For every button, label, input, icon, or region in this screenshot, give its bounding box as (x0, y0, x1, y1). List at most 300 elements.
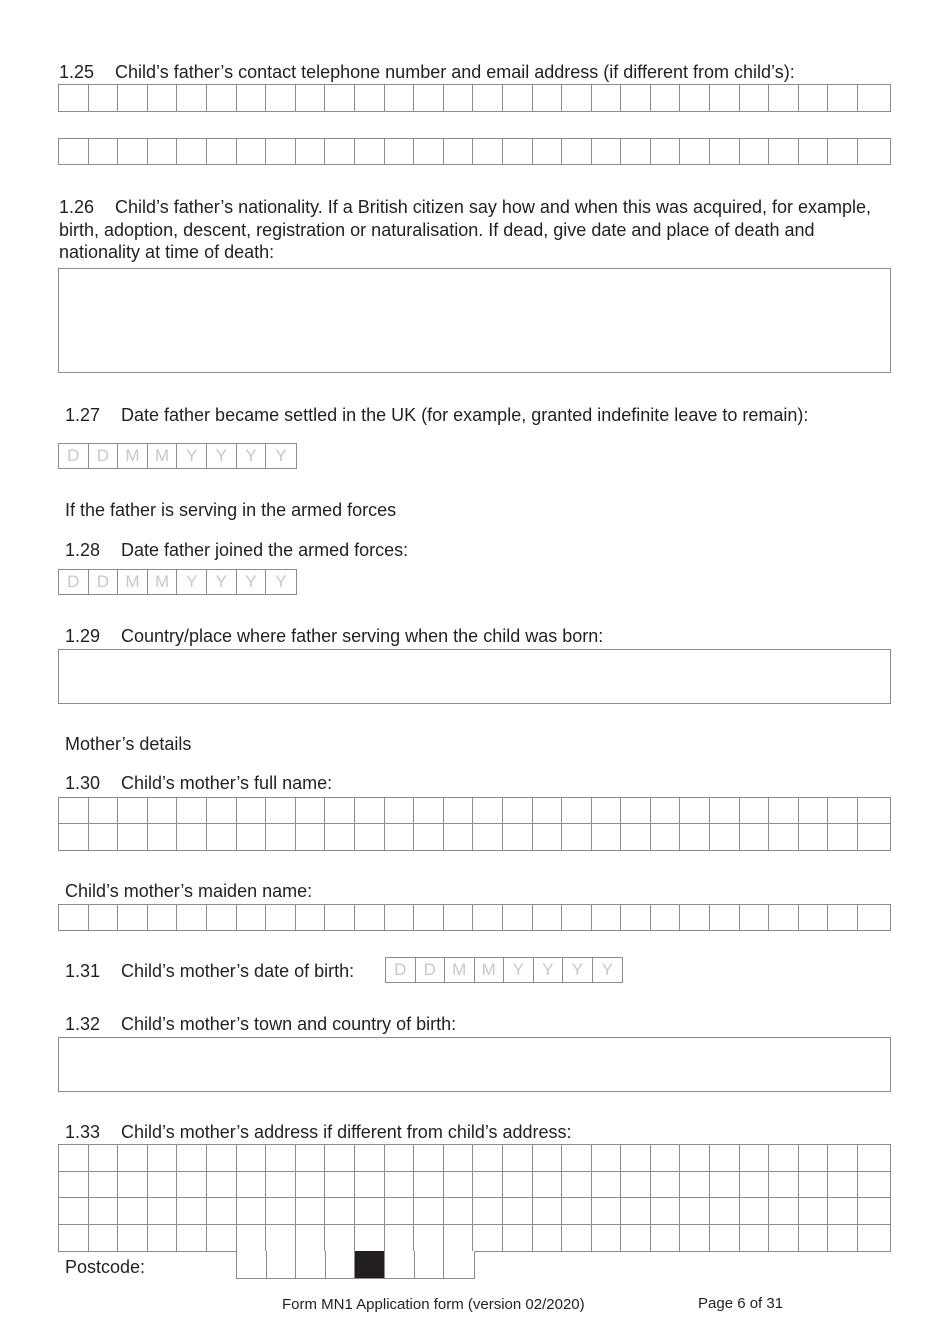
char-cell[interactable] (148, 1145, 178, 1171)
char-cell[interactable] (355, 905, 385, 930)
char-cell[interactable] (414, 824, 444, 850)
char-cell[interactable] (414, 1172, 444, 1197)
char-cell[interactable] (562, 139, 592, 164)
char-cell[interactable] (414, 798, 444, 823)
char-cell[interactable] (325, 1225, 355, 1251)
char-cell[interactable] (148, 139, 178, 164)
char-cell[interactable] (414, 905, 444, 930)
char-cell[interactable] (473, 1145, 503, 1171)
date-cell[interactable]: D (89, 444, 119, 468)
char-cell[interactable] (444, 85, 474, 111)
char-cell[interactable] (355, 1145, 385, 1171)
date-cell[interactable]: M (118, 570, 148, 594)
char-cell[interactable] (444, 139, 474, 164)
char-cell[interactable] (355, 824, 385, 850)
char-cell[interactable] (473, 1225, 503, 1251)
postcode-cell[interactable] (326, 1251, 356, 1278)
char-cell[interactable] (680, 139, 710, 164)
char-cell[interactable] (710, 824, 740, 850)
char-cell[interactable] (59, 905, 89, 930)
char-cell[interactable] (710, 798, 740, 823)
date-cell[interactable]: Y (237, 570, 267, 594)
char-cell[interactable] (118, 85, 148, 111)
char-cell[interactable] (769, 1225, 799, 1251)
char-cell[interactable] (414, 139, 444, 164)
char-cell[interactable] (592, 798, 622, 823)
date-cell[interactable]: Y (237, 444, 267, 468)
char-cell[interactable] (118, 824, 148, 850)
char-cell[interactable] (740, 1225, 770, 1251)
char-cell[interactable] (592, 905, 622, 930)
postcode-input[interactable] (236, 1251, 475, 1279)
char-cell[interactable] (503, 139, 533, 164)
char-cell[interactable] (503, 1198, 533, 1224)
father-joined-forces-date-input[interactable] (58, 569, 297, 595)
char-cell[interactable] (118, 1172, 148, 1197)
mother-birthplace-input[interactable] (58, 1037, 891, 1092)
char-cell[interactable] (651, 1198, 681, 1224)
char-cell[interactable] (621, 139, 651, 164)
char-cell[interactable] (237, 1225, 267, 1251)
char-cell[interactable] (533, 824, 563, 850)
father-serving-country-input[interactable] (58, 649, 891, 704)
char-cell[interactable] (473, 824, 503, 850)
char-cell[interactable] (296, 1145, 326, 1171)
date-cell[interactable]: Y (266, 444, 296, 468)
char-cell[interactable] (325, 824, 355, 850)
char-cell[interactable] (858, 905, 888, 930)
char-cell[interactable] (266, 1225, 296, 1251)
mother-full-name-input-line-1[interactable] (58, 797, 891, 824)
char-cell[interactable] (385, 1198, 415, 1224)
char-cell[interactable] (148, 1172, 178, 1197)
char-cell[interactable] (177, 85, 207, 111)
char-cell[interactable] (680, 1145, 710, 1171)
mother-address-input-line-1[interactable] (58, 1144, 891, 1172)
char-cell[interactable] (296, 905, 326, 930)
char-cell[interactable] (621, 1198, 651, 1224)
char-cell[interactable] (296, 1198, 326, 1224)
char-cell[interactable] (118, 1225, 148, 1251)
char-cell[interactable] (710, 1225, 740, 1251)
char-cell[interactable] (799, 905, 829, 930)
char-cell[interactable] (680, 798, 710, 823)
char-cell[interactable] (266, 798, 296, 823)
char-cell[interactable] (207, 1198, 237, 1224)
char-cell[interactable] (414, 85, 444, 111)
char-cell[interactable] (858, 85, 888, 111)
char-cell[interactable] (828, 85, 858, 111)
question-1-30-label (65, 772, 332, 794)
mother-address-input-line-4[interactable] (58, 1224, 891, 1252)
char-cell[interactable] (177, 139, 207, 164)
postcode-cell[interactable] (444, 1251, 474, 1278)
char-cell[interactable] (89, 1198, 119, 1224)
char-cell[interactable] (59, 1225, 89, 1251)
char-cell[interactable] (592, 824, 622, 850)
char-cell[interactable] (651, 1225, 681, 1251)
char-cell[interactable] (89, 139, 119, 164)
char-cell[interactable] (325, 1172, 355, 1197)
date-cell[interactable]: D (89, 570, 119, 594)
mother-full-name-input-line-2[interactable] (58, 823, 891, 851)
char-cell[interactable] (177, 1198, 207, 1224)
char-cell[interactable] (473, 798, 503, 823)
date-cell[interactable]: Y (534, 958, 564, 982)
char-cell[interactable] (533, 85, 563, 111)
char-cell[interactable] (296, 85, 326, 111)
char-cell[interactable] (266, 824, 296, 850)
char-cell[interactable] (89, 798, 119, 823)
char-cell[interactable] (385, 1172, 415, 1197)
char-cell[interactable] (740, 85, 770, 111)
char-cell[interactable] (207, 139, 237, 164)
char-cell[interactable] (710, 905, 740, 930)
date-cell[interactable]: D (416, 958, 446, 982)
char-cell[interactable] (621, 1225, 651, 1251)
char-cell[interactable] (473, 139, 503, 164)
char-cell[interactable] (325, 1145, 355, 1171)
date-cell[interactable]: D (59, 444, 89, 468)
date-cell[interactable]: Y (207, 570, 237, 594)
char-cell[interactable] (503, 1172, 533, 1197)
char-cell[interactable] (266, 1198, 296, 1224)
char-cell[interactable] (444, 798, 474, 823)
char-cell[interactable] (266, 1145, 296, 1171)
char-cell[interactable] (740, 139, 770, 164)
char-cell[interactable] (118, 798, 148, 823)
char-cell[interactable] (177, 905, 207, 930)
father-settled-date-input[interactable] (58, 443, 297, 469)
char-cell[interactable] (473, 85, 503, 111)
char-cell[interactable] (799, 824, 829, 850)
date-cell[interactable]: Y (563, 958, 593, 982)
char-cell[interactable] (651, 139, 681, 164)
char-cell[interactable] (266, 1172, 296, 1197)
char-cell[interactable] (858, 1172, 888, 1197)
char-cell[interactable] (710, 1145, 740, 1171)
char-cell[interactable] (592, 139, 622, 164)
char-cell[interactable] (296, 139, 326, 164)
char-cell[interactable] (828, 1145, 858, 1171)
char-cell[interactable] (533, 1145, 563, 1171)
char-cell[interactable] (59, 824, 89, 850)
char-cell[interactable] (651, 905, 681, 930)
char-cell[interactable] (237, 798, 267, 823)
char-cell[interactable] (177, 798, 207, 823)
char-cell[interactable] (740, 824, 770, 850)
date-cell[interactable]: M (475, 958, 505, 982)
char-cell[interactable] (355, 1225, 385, 1251)
char-cell[interactable] (237, 1145, 267, 1171)
char-cell[interactable] (769, 85, 799, 111)
char-cell[interactable] (828, 1172, 858, 1197)
char-cell[interactable] (266, 905, 296, 930)
char-cell[interactable] (89, 1145, 119, 1171)
char-cell[interactable] (828, 798, 858, 823)
date-cell[interactable]: D (386, 958, 416, 982)
char-cell[interactable] (562, 824, 592, 850)
char-cell[interactable] (680, 824, 710, 850)
char-cell[interactable] (207, 1145, 237, 1171)
date-cell[interactable]: Y (177, 570, 207, 594)
char-cell[interactable] (148, 905, 178, 930)
char-cell[interactable] (533, 1198, 563, 1224)
char-cell[interactable] (740, 1145, 770, 1171)
char-cell[interactable] (89, 1225, 119, 1251)
char-cell[interactable] (680, 1198, 710, 1224)
char-cell[interactable] (444, 1145, 474, 1171)
postcode-cell[interactable] (415, 1251, 445, 1278)
char-cell[interactable] (592, 1145, 622, 1171)
char-cell[interactable] (59, 139, 89, 164)
char-cell[interactable] (118, 1198, 148, 1224)
char-cell[interactable] (858, 798, 888, 823)
char-cell[interactable] (858, 139, 888, 164)
char-cell[interactable] (237, 824, 267, 850)
char-cell[interactable] (858, 1198, 888, 1224)
char-cell[interactable] (325, 85, 355, 111)
char-cell[interactable] (355, 139, 385, 164)
char-cell[interactable] (799, 1198, 829, 1224)
char-cell[interactable] (828, 1225, 858, 1251)
char-cell[interactable] (59, 1172, 89, 1197)
char-cell[interactable] (237, 1172, 267, 1197)
date-cell[interactable]: M (445, 958, 475, 982)
char-cell[interactable] (385, 824, 415, 850)
char-cell[interactable] (148, 1225, 178, 1251)
char-cell[interactable] (710, 1172, 740, 1197)
char-cell[interactable] (562, 1145, 592, 1171)
char-cell[interactable] (503, 1145, 533, 1171)
char-cell[interactable] (533, 1172, 563, 1197)
date-cell[interactable]: Y (207, 444, 237, 468)
char-cell[interactable] (503, 824, 533, 850)
char-cell[interactable] (680, 1172, 710, 1197)
char-cell[interactable] (651, 1145, 681, 1171)
mother-address-input-line-2[interactable] (58, 1171, 891, 1198)
char-cell[interactable] (207, 1172, 237, 1197)
mother-maiden-name-input[interactable] (58, 904, 891, 931)
char-cell[interactable] (207, 1225, 237, 1251)
char-cell[interactable] (562, 1225, 592, 1251)
char-cell[interactable] (740, 1198, 770, 1224)
char-cell[interactable] (562, 905, 592, 930)
char-cell[interactable] (799, 1145, 829, 1171)
char-cell[interactable] (444, 1225, 474, 1251)
char-cell[interactable] (621, 85, 651, 111)
char-cell[interactable] (177, 1172, 207, 1197)
char-cell[interactable] (148, 824, 178, 850)
char-cell[interactable] (562, 798, 592, 823)
char-cell[interactable] (148, 1198, 178, 1224)
char-cell[interactable] (799, 1172, 829, 1197)
char-cell[interactable] (740, 798, 770, 823)
char-cell[interactable] (385, 1225, 415, 1251)
char-cell[interactable] (533, 905, 563, 930)
char-cell[interactable] (444, 1172, 474, 1197)
char-cell[interactable] (89, 85, 119, 111)
postcode-cell[interactable] (267, 1251, 297, 1278)
char-cell[interactable] (296, 1172, 326, 1197)
char-cell[interactable] (473, 1172, 503, 1197)
char-cell[interactable] (59, 1145, 89, 1171)
char-cell[interactable] (858, 1225, 888, 1251)
date-cell[interactable]: M (148, 444, 178, 468)
char-cell[interactable] (592, 1225, 622, 1251)
char-cell[interactable] (828, 1198, 858, 1224)
char-cell[interactable] (562, 1198, 592, 1224)
char-cell[interactable] (385, 1145, 415, 1171)
char-cell[interactable] (740, 1172, 770, 1197)
char-cell[interactable] (59, 798, 89, 823)
char-cell[interactable] (680, 85, 710, 111)
date-cell[interactable]: Y (177, 444, 207, 468)
char-cell[interactable] (858, 824, 888, 850)
postcode-cell[interactable] (385, 1251, 415, 1278)
date-cell[interactable]: Y (266, 570, 296, 594)
char-cell[interactable] (59, 1198, 89, 1224)
char-cell[interactable] (533, 1225, 563, 1251)
postcode-cell[interactable] (296, 1251, 326, 1278)
char-cell[interactable] (325, 798, 355, 823)
char-cell[interactable] (710, 1198, 740, 1224)
char-cell[interactable] (325, 1198, 355, 1224)
char-cell[interactable] (385, 139, 415, 164)
char-cell[interactable] (118, 139, 148, 164)
char-cell[interactable] (414, 1225, 444, 1251)
char-cell[interactable] (503, 1225, 533, 1251)
char-cell[interactable] (503, 905, 533, 930)
char-cell[interactable] (562, 85, 592, 111)
char-cell[interactable] (680, 1225, 710, 1251)
char-cell[interactable] (592, 85, 622, 111)
date-cell[interactable]: M (118, 444, 148, 468)
mother-dob-input[interactable] (385, 957, 623, 983)
char-cell[interactable] (769, 139, 799, 164)
char-cell[interactable] (621, 905, 651, 930)
char-cell[interactable] (325, 139, 355, 164)
char-cell[interactable] (769, 1172, 799, 1197)
char-cell[interactable] (621, 1145, 651, 1171)
char-cell[interactable] (325, 905, 355, 930)
char-cell[interactable] (177, 1225, 207, 1251)
char-cell[interactable] (296, 824, 326, 850)
char-cell[interactable] (237, 1198, 267, 1224)
father-email-input[interactable] (58, 138, 891, 165)
postcode-cell[interactable] (237, 1251, 267, 1278)
char-cell[interactable] (89, 905, 119, 930)
char-cell[interactable] (177, 824, 207, 850)
char-cell[interactable] (207, 798, 237, 823)
char-cell[interactable] (148, 798, 178, 823)
char-cell[interactable] (503, 85, 533, 111)
mother-address-input-line-3[interactable] (58, 1197, 891, 1225)
char-cell[interactable] (414, 1198, 444, 1224)
char-cell[interactable] (444, 1198, 474, 1224)
char-cell[interactable] (385, 905, 415, 930)
char-cell[interactable] (799, 798, 829, 823)
char-cell[interactable] (799, 1225, 829, 1251)
char-cell[interactable] (444, 824, 474, 850)
father-phone-input[interactable] (58, 84, 891, 112)
char-cell[interactable] (769, 798, 799, 823)
char-cell[interactable] (799, 139, 829, 164)
char-cell[interactable] (237, 85, 267, 111)
char-cell[interactable] (651, 1172, 681, 1197)
char-cell[interactable] (355, 85, 385, 111)
char-cell[interactable] (207, 85, 237, 111)
char-cell[interactable] (710, 139, 740, 164)
char-cell[interactable] (473, 905, 503, 930)
char-cell[interactable] (207, 905, 237, 930)
char-cell[interactable] (769, 824, 799, 850)
date-cell[interactable]: Y (504, 958, 534, 982)
char-cell[interactable] (828, 824, 858, 850)
date-cell[interactable]: M (148, 570, 178, 594)
char-cell[interactable] (651, 85, 681, 111)
char-cell[interactable] (651, 824, 681, 850)
char-cell[interactable] (237, 905, 267, 930)
char-cell[interactable] (148, 85, 178, 111)
char-cell[interactable] (414, 1145, 444, 1171)
char-cell[interactable] (621, 798, 651, 823)
char-cell[interactable] (89, 824, 119, 850)
char-cell[interactable] (266, 85, 296, 111)
char-cell[interactable] (858, 1145, 888, 1171)
char-cell[interactable] (710, 85, 740, 111)
char-cell[interactable] (562, 1172, 592, 1197)
char-cell[interactable] (621, 1172, 651, 1197)
char-cell[interactable] (769, 1198, 799, 1224)
char-cell[interactable] (651, 798, 681, 823)
char-cell[interactable] (355, 1198, 385, 1224)
char-cell[interactable] (237, 139, 267, 164)
char-cell[interactable] (828, 905, 858, 930)
char-cell[interactable] (680, 905, 710, 930)
char-cell[interactable] (533, 139, 563, 164)
char-cell[interactable] (296, 798, 326, 823)
char-cell[interactable] (769, 1145, 799, 1171)
char-cell[interactable] (621, 824, 651, 850)
char-cell[interactable] (385, 85, 415, 111)
char-cell[interactable] (118, 1145, 148, 1171)
char-cell[interactable] (473, 1198, 503, 1224)
char-cell[interactable] (89, 1172, 119, 1197)
char-cell[interactable] (385, 798, 415, 823)
father-nationality-textarea[interactable] (58, 268, 891, 373)
char-cell[interactable] (828, 139, 858, 164)
char-cell[interactable] (503, 798, 533, 823)
char-cell[interactable] (592, 1172, 622, 1197)
char-cell[interactable] (59, 85, 89, 111)
date-cell[interactable]: D (59, 570, 89, 594)
char-cell[interactable] (355, 798, 385, 823)
char-cell[interactable] (769, 905, 799, 930)
char-cell[interactable] (799, 85, 829, 111)
char-cell[interactable] (592, 1198, 622, 1224)
char-cell[interactable] (740, 905, 770, 930)
char-cell[interactable] (266, 139, 296, 164)
char-cell[interactable] (296, 1225, 326, 1251)
date-cell[interactable]: Y (593, 958, 623, 982)
char-cell[interactable] (118, 905, 148, 930)
char-cell[interactable] (177, 1145, 207, 1171)
char-cell[interactable] (533, 798, 563, 823)
char-cell[interactable] (444, 905, 474, 930)
char-cell[interactable] (207, 824, 237, 850)
char-cell[interactable] (355, 1172, 385, 1197)
